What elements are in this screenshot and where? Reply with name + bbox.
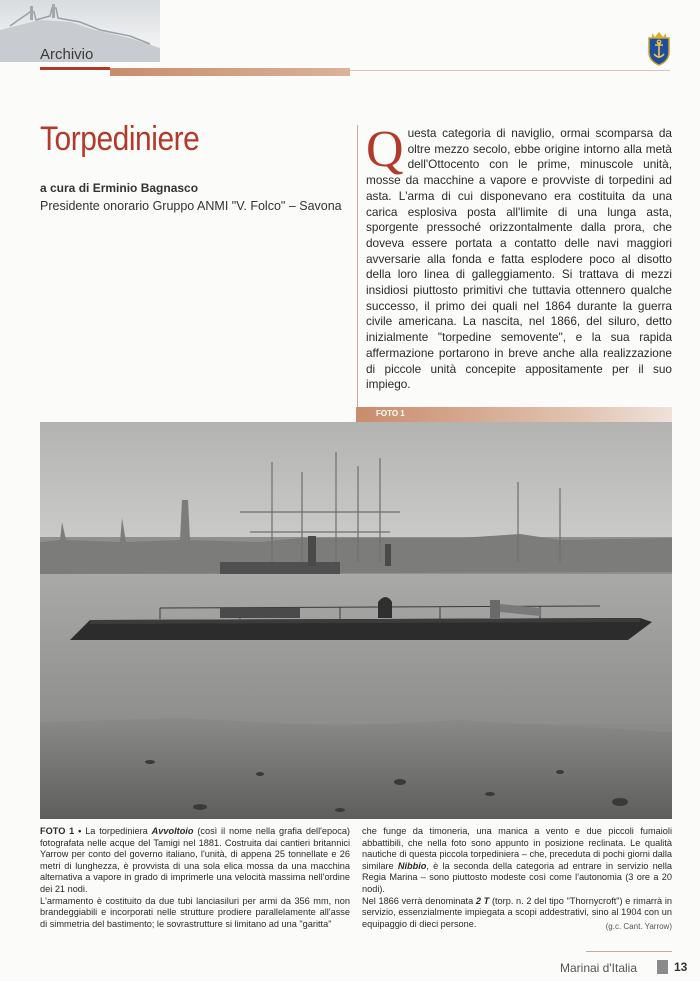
drop-cap: Q xyxy=(366,121,404,178)
anmi-crest-icon xyxy=(646,32,672,66)
article-title: Torpediniere xyxy=(40,120,200,158)
article-byline: a cura di Erminio Bagnasco xyxy=(40,181,199,195)
photo-caption-left xyxy=(40,826,350,930)
footer-rule xyxy=(586,951,672,952)
photo-tag-label: FOTO 1 xyxy=(376,409,405,418)
photo-caption-right xyxy=(362,826,672,930)
photo-credit: (g.c. Cant. Yarrow) xyxy=(605,922,672,931)
caption-text-d: , è la seconda della categoria ad entrare in servizio nella Regia Marina – sono piuttosto modeste così come l'autonomia (3 ore a 20 nodi). xyxy=(362,860,672,894)
caption-label: FOTO 1 • xyxy=(40,826,82,836)
caption-text-c: che funge da timoneria, una manica a vento e due piccoli fumaioli abbattibili, che nella foto sono appunto in posizione reclinata. Le qualità nautiche di questa piccola torpediniera – che, preceduta di pochi giorni dalla similare xyxy=(362,826,672,871)
page-number: 13 xyxy=(674,960,688,974)
column-divider xyxy=(357,125,358,408)
magazine-name: Marinai d'Italia xyxy=(560,961,637,975)
header-rule-bar xyxy=(110,68,350,76)
caption-text-armament: L'armamento è costituito da due tubi lanciasiluri per armi da 356 mm, non brandeggiabili e incorporati nelle strutture prodiere parallelamente all'asse di simmetria del bastimento; le sovrastrutture si limitano ad una "garitta" xyxy=(40,895,350,929)
ship-name-nibbio: Nibbio xyxy=(397,860,427,871)
ship-name: Avvoltoio xyxy=(151,826,194,836)
caption-text-a: La torpediniera xyxy=(85,826,148,836)
intro-text: uesta categoria di naviglio, ormai scomparsa da oltre mezzo secolo, ebbe origine intorno alla metà dell'Ottocento con le prime, minuscole unità, mosse da macchine a vapore e provviste di torpedini ad asta. L'arma di cui disponevano era costituita da una carica esplosiva posta all'limite di una lunga asta, sporgente pressoché orizzontalmente dalla prora, che doveva essere portata a contatto delle navi maggiori avversarie alla fonda e fatta esplodere poco al disotto della loro linea di galleggiamento. Si trattava di mezzi insidiosi piuttosto primitivi che tuttavia ottennero qualche successo, il primo dei quali nel 1864 durante la guerra civile americana. La nascita, nel 1866, del siluro, detto inizialmente "torpedine semovente", e la sua rapida affermazione portarono in breve anche alla realizzazione di piccole unità concepite appositamente per il suo impiego. xyxy=(366,126,672,392)
caption-text-b: (così il nome nella grafia dell'epoca) fotografata nelle acque del Tamigi nel 1881. Costruita dai cantieri britannici Yarrow per conto del governo italiano, l'unità, di appena 25 tonnellate e 26 metri di lunghezza, è provvista di una sola elica mossa da una macchina alternativa a vapore in grado di imprimerle una velocità massima nell'ordine dei 21 nodi. xyxy=(40,826,350,894)
footer-marker xyxy=(657,960,668,974)
photo-tag-bar xyxy=(356,407,672,422)
torpedo-boat-photo xyxy=(40,422,672,819)
intro-paragraph xyxy=(366,121,672,393)
caption-text-e: Nel 1866 verrà denominata xyxy=(362,895,474,906)
header-rule-line xyxy=(350,70,670,71)
header-rule-accent xyxy=(40,67,110,70)
section-label: Archivio xyxy=(40,46,94,63)
caption-text-f: (torp. n. 2 del tipo "Thornycroft") e rimarrà in servizio, essenzialmente impiegata a scopi addestrativi, sino al 1904 con un equipaggio di dieci persone. xyxy=(362,895,672,929)
author-affiliation: Presidente onorario Gruppo ANMI "V. Folco" – Savona xyxy=(40,199,342,213)
ship-code: 2 T xyxy=(475,895,490,906)
